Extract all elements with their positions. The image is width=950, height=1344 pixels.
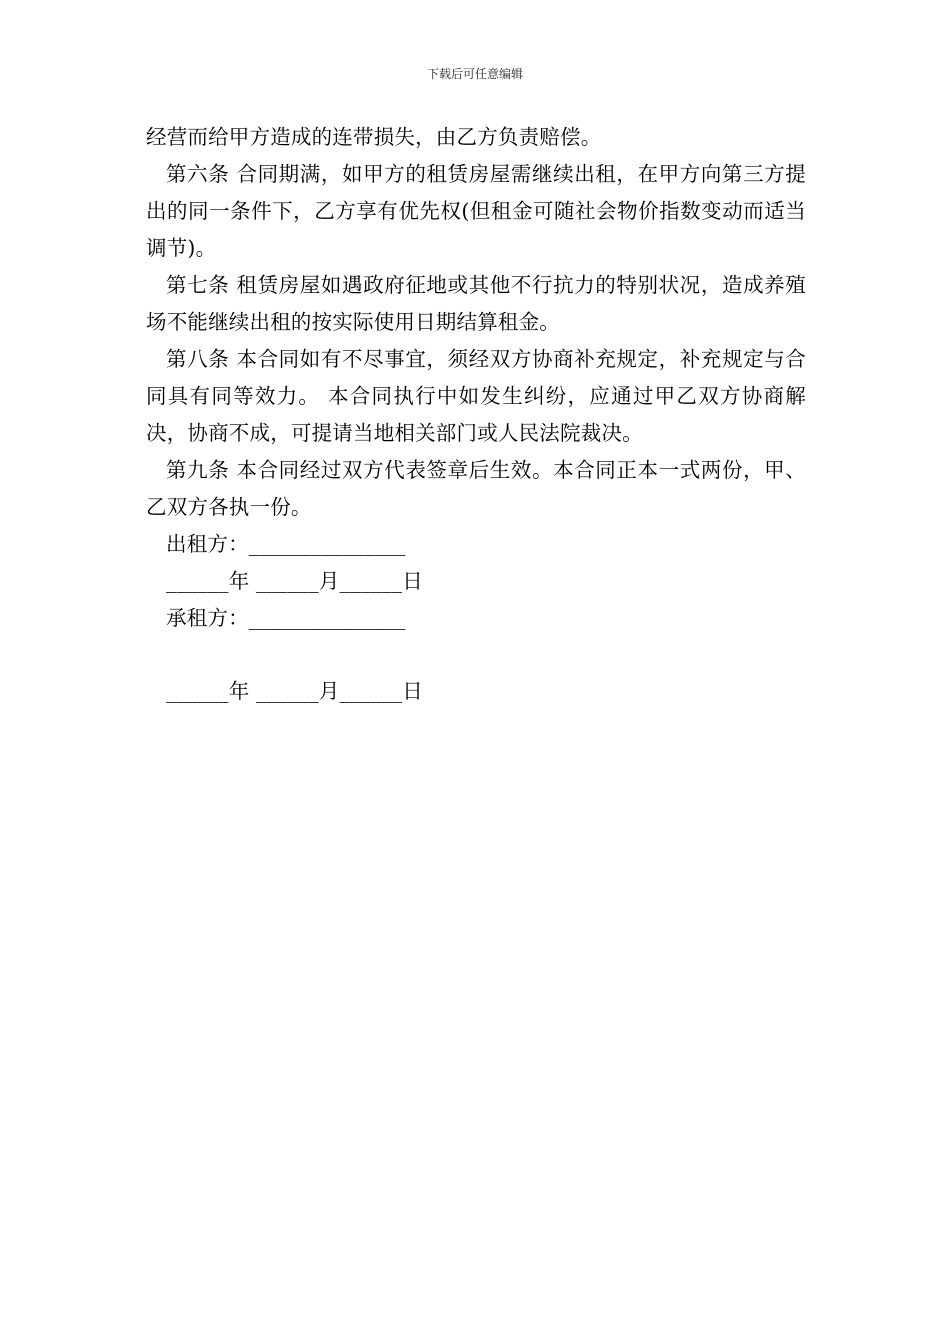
paragraph-continuation: 经营而给甲方造成的连带损失，由乙方负责赔偿。 — [146, 125, 602, 149]
lessee-signature-line: 承租方：_______________ — [166, 606, 406, 630]
article-8: 第八条 本合同如有不尽事宜，须经双方协商补充规定，补充规定与合同具有同等效力。 本合同执行中如发生纠纷，应通过甲乙双方协商解决，协商不成，可提请当地相关部门或人民法院裁决。 — [146, 347, 806, 445]
document-body — [146, 119, 806, 710]
lessor-date-line: ______年 ______月______日 — [166, 569, 423, 593]
lessor-signature-line: 出租方：_______________ — [166, 532, 406, 556]
signature-spacer — [146, 637, 806, 673]
lessee-date-line: ______年 ______月______日 — [166, 679, 423, 703]
article-9: 第九条 本合同经过双方代表签章后生效。本合同正本一式两份，甲、乙双方各执一份。 — [146, 458, 806, 519]
article-7: 第七条 租赁房屋如遇政府征地或其他不行抗力的特别状况，造成养殖场不能继续出租的按实际使用日期结算租金。 — [146, 273, 806, 334]
page-header: 下载后可任意编辑 — [426, 67, 523, 81]
article-6: 第六条 合同期满，如甲方的租赁房屋需继续出租，在甲方向第三方提出的同一条件下，乙方享有优先权(但租金可随社会物价指数变动而适当调节)。 — [146, 162, 806, 260]
